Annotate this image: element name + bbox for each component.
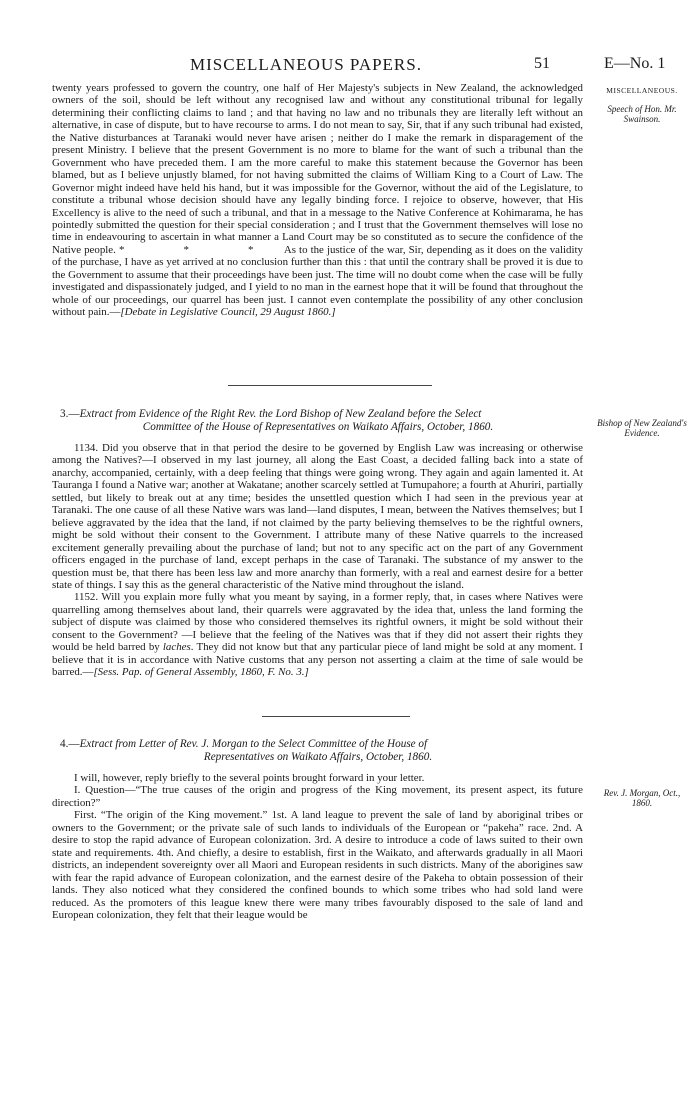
section-3-heading-line-1: Extract from Evidence of the Right Rev. the Lord Bishop of New Zealand before the Select (79, 408, 482, 420)
page-number: 51 (534, 55, 550, 72)
speech-text-2: As to the justice of the war, Sir, depending as it does on the validity of the purchase, I have as yet arrived at no conclusion further than this : that until the contrary shall be proved it is due to the Government to assume that their proceedings have been just. The time will no doubt come when the case will be fully investigated and dispassionately judged, and I yield to no man in the earnest hope that it will be found that throughout the whole of our proceedings, our quarrel has been just. I cannot even contemplate the possibility of any other conclusion without pain.— (52, 243, 583, 319)
document-reference: E—No. 1 (604, 55, 666, 72)
letter-paragraph-3: First. “The origin of the King movement.” 1st. A land league to prevent the sale of land by aboriginal tribes or owners to the Government; or the private sale of such lands to individuals of the European or “pakeha” race. 2nd. A desire to stop the rapid advance of European colonization. 3rd. A desire to introduce a code of laws suited to their own state and requirements. 4th. And chiefly, a desire to establish, first in the Waikato, and afterwards gradually in all Maori districts, an independent sovereignty over all Maori and European residents in such districts. Many of the aborigines saw with fear the rapid advance of European colonization, and the earnest desire of the Pakeha to obtain possession of their lands. They also noticed what they considered the confined bounds to which some tribes who had sold land were reduced. As the promoters of this league knew there were many tribes favourably disposed to the sale of land and European colonization, they felt that their league would be (52, 809, 583, 921)
section-4-heading-line-2: Representatives on Waikato Affairs, October, 1860. (203, 751, 433, 763)
side-note-morgan: Rev. J. Morgan, Oct., 1860. (603, 788, 681, 808)
section-4-heading-line-1: Extract from Letter of Rev. J. Morgan to the Select Committee of the House of (79, 738, 428, 750)
section-divider (228, 385, 432, 386)
section-4-heading (60, 738, 576, 764)
evidence-text-1152b: . They did not know but that any particular piece of land might be sold at any moment. I believe that it is in accordance with Native customs that any person not asserting a claim at the time of sale would be barred.— (52, 641, 584, 679)
speech-citation: [Debate in Legislative Council, 29 August 1860.] (120, 306, 336, 319)
evidence-citation: [Sess. Pap. of General Assembly, 1860, F. No. 3.] (93, 666, 309, 679)
letter-paragraph-1: I will, however, reply briefly to the several points brought forward in your letter. (74, 772, 425, 784)
speech-extract (52, 82, 583, 319)
section-3-heading (60, 408, 576, 434)
morgan-letter (52, 772, 583, 921)
evidence-paragraph-1134: 1134. Did you observe that in that period the desire to be governed by English Law was increasing or otherwise among the Natives?—I observed in my last journey, all along the East Coast, a decided falling back into a state of anarchy, accompanied, certainly, with a deep feeling that things were going wrong. They again and again lamented it. At Tauranga I found a Native war; another at Wakatane; another scarcely settled at Tumupahore; a fourth at Ahuriri, partially settled, but likely to break out at any time; besides the unsettled question which I had seen in the previous year at Taranaki. The one cause of all these Native wars was land—land disputes, I mean, between the Natives themselves; but I believe aggravated by the idea that the land, if not claimed by the party believing themselves to be the rightful owners, might be sold without their consent to the Government. I attribute many of these Native quarrels to the increased excitement generally prevailing about the purchase of land; but not to any specific act on the part of any Government officers engaged in the purchase of land, except perhaps in the case of Taranaki. The substance of my answer to the question must be, that there has been less law and more anarchy than formerly, with a real and earnest desire for a better state of things. I say this as the general characteristic of the Native mind throughout the island. (52, 442, 583, 591)
bishop-evidence (52, 442, 583, 679)
speech-text-1: twenty years professed to govern the country, one half of Her Majesty's subjects in New Zealand, the acknowledged owners of the soil, should be left without any recognised law and without any constitutional tribunal for legally determining their conflicting claims to land ; and that having no law and no tribunals they are literally left without an alternative, in case of dispute, but to have recourse to arms. I do not mean to say, Sir, that if any such tribunal had existed, the Native disturbances at Taranaki would never have arisen ; neither do I make the remark in disparagement of the present Ministry. I believe that the present Government is no more to blame for the want of such a tribunal than the Government who have preceded them. I am the more careful to make this statement because the Governor has been blamed, but as I believe unjustly blamed, for not having submitted the claims of William King to a Court of Law. The Governor might indeed have held his hand, but it was impossible for the Governor, without the aid of the Legislature, to constitute a tribunal whose decision should have any legally binding force. I rejoice to observe, however, that His Excellency is alive to the need of such a tribunal, and that in a message to the Native Conference at Kohimarama, he has pointedly submitted the question for their special consideration ; and I trust that the Government themselves will lose no time in endeavouring to ascertain in what manner a Land Court may be so constituted as to secure the confidence of the Native people. (52, 82, 583, 256)
laches-term: laches (162, 641, 191, 654)
section-4-number: 4.— (60, 738, 80, 750)
letter-paragraph-2: I. Question—“The true causes of the origin and progress of the King movement, its present aspect, its future direction?” (52, 784, 583, 809)
speech-paragraph (52, 82, 583, 319)
section-divider (262, 716, 410, 717)
evidence-text-1152a: 1152. Will you explain more fully what you meant by saying, in a former reply, that, in cases where Natives were quarrelling among themselves about land, their quarrels were aggravated by the idea that, unless the land forming the subject of dispute was claimed by those who considered themselves its rightful owners, it might be sold without their consent to the Government? —I believe that the feeling of the Natives was that if they did not assert their rights they would be held barred by (52, 591, 583, 654)
side-note-bishop: Bishop of New Zealand's Evidence. (597, 418, 687, 438)
section-3-heading-line-2: Committee of the House of Representatives on Waikato Affairs, October, 1860. (142, 421, 494, 433)
side-note-speech: Speech of Hon. Mr. Swainson. (607, 104, 677, 124)
page-header-title: MISCELLANEOUS PAPERS. (190, 55, 422, 74)
side-note-category: MISCELLANEOUS. (606, 86, 678, 95)
evidence-paragraph-1152 (52, 591, 583, 678)
section-3-number: 3.— (60, 408, 80, 420)
ellipsis-stars: * * * (118, 243, 282, 256)
